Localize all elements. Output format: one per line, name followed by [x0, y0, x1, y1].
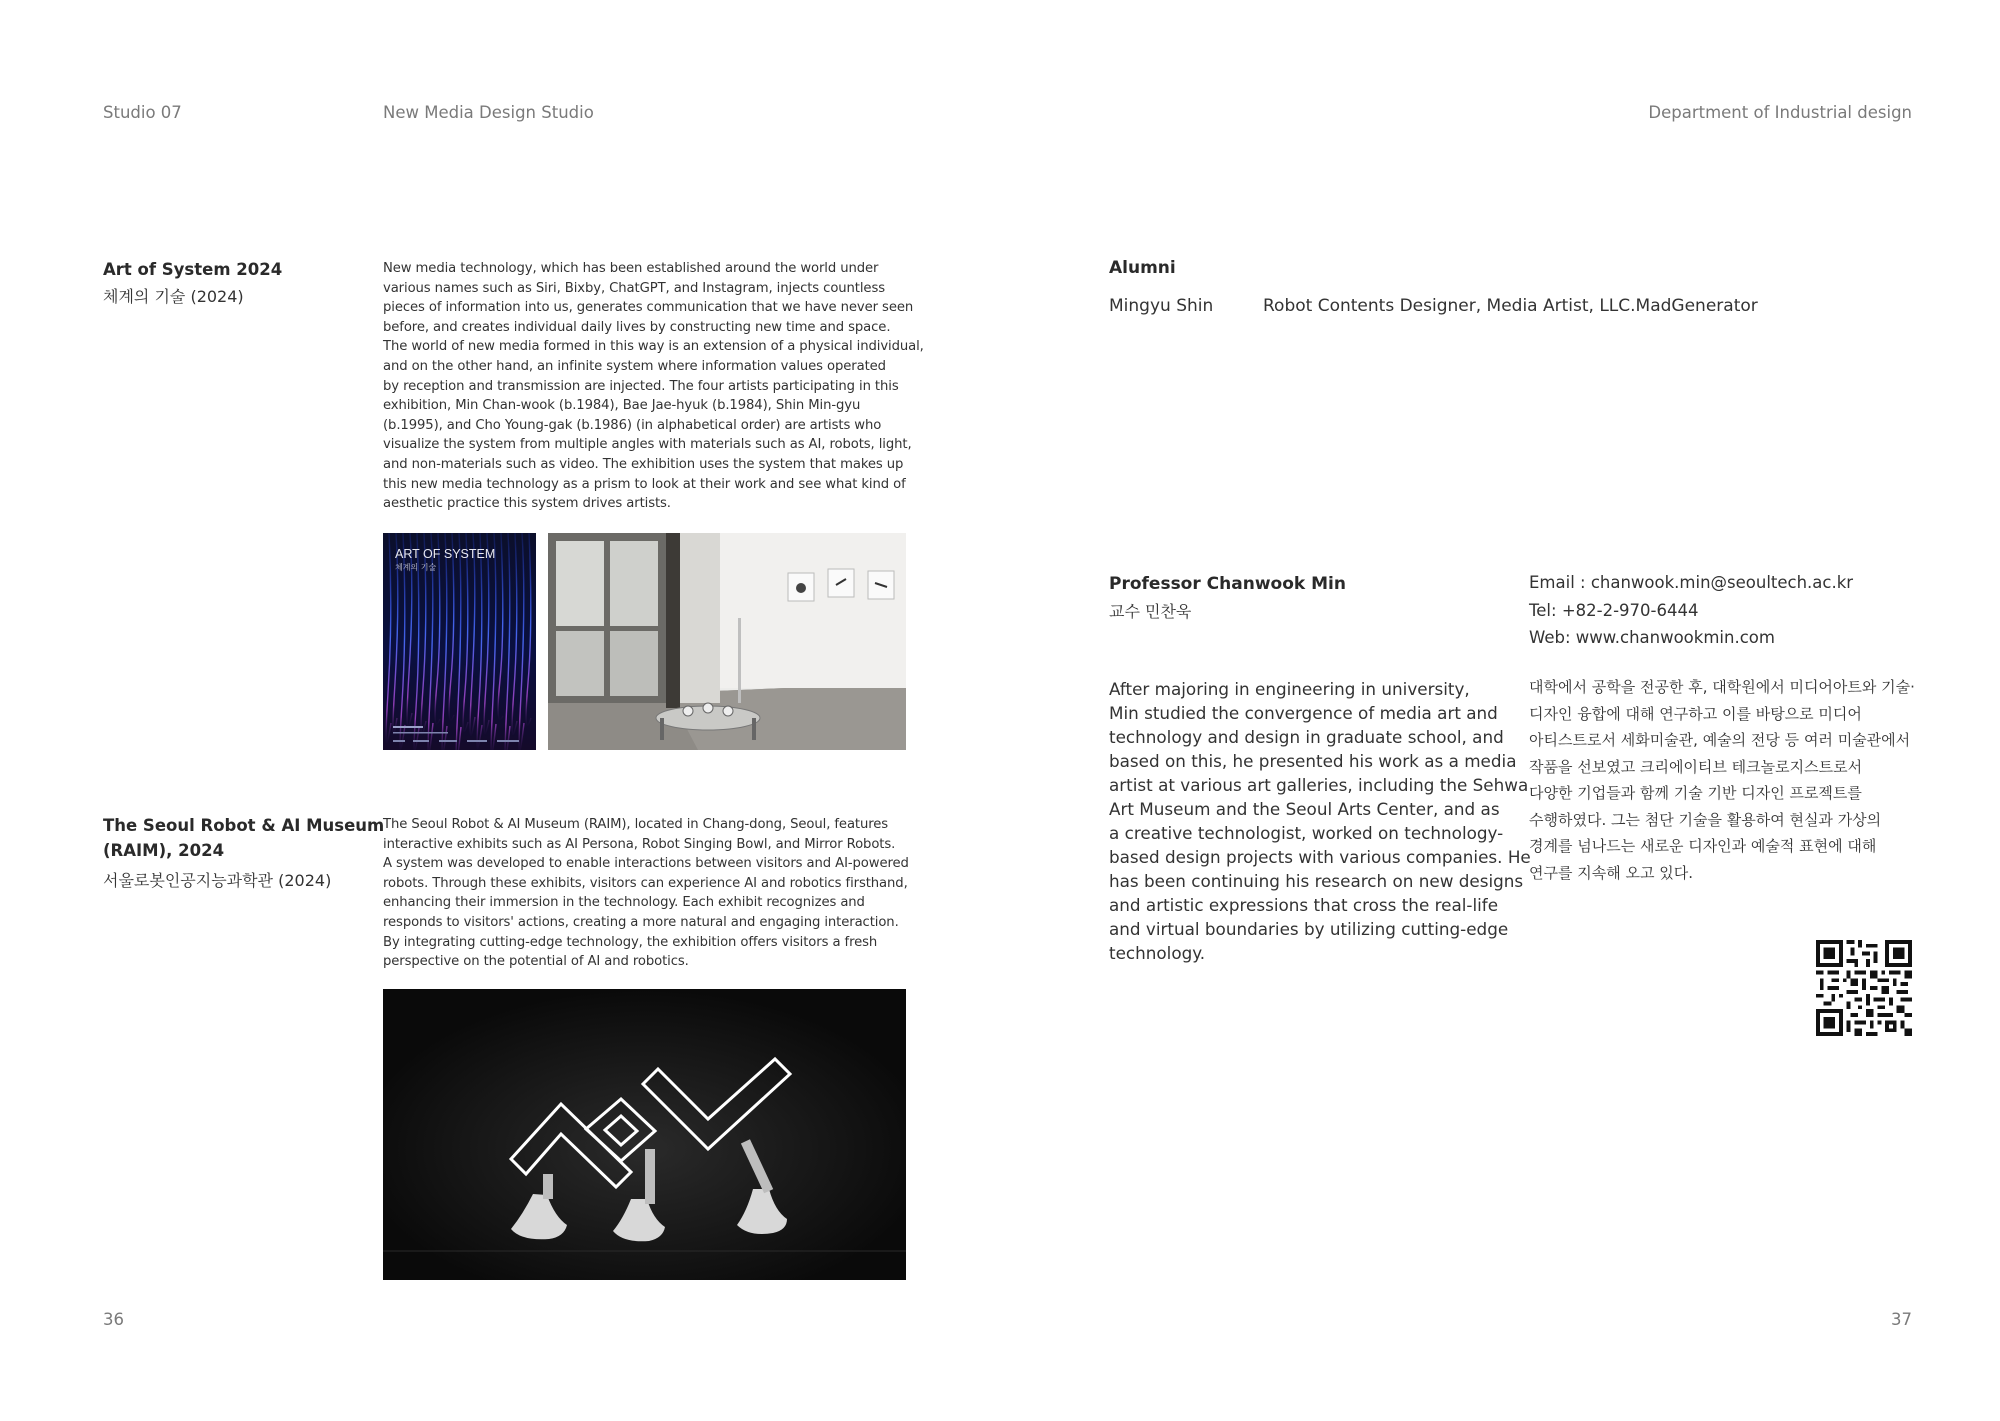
department-label: Department of Industrial design	[1648, 103, 1912, 122]
qr-code[interactable]	[1816, 940, 1912, 1036]
gallery-scene	[548, 533, 906, 750]
text-line: technology and design in graduate school, and	[1109, 727, 1504, 747]
professor-name-ko: 교수 민찬욱	[1109, 602, 1192, 621]
text-line: technology.	[1109, 943, 1206, 963]
phone-text: Tel: +82-2-970-6444	[1529, 600, 1699, 620]
text-line: 대학에서 공학을 전공한 후, 대학원에서 미디어아트와 기술·	[1529, 678, 1915, 696]
alumni-name: Mingyu Shin	[1109, 296, 1214, 316]
text-line: before, and creates individual daily lives by constructing new time and space.	[383, 319, 891, 335]
project2-title-line1: The Seoul Robot & AI Museum	[103, 816, 385, 835]
text-line: 디자인 융합에 대해 연구하고 이를 바탕으로 미디어	[1529, 704, 1862, 723]
text-line: By integrating cutting-edge technology, the exhibition offers visitors a fresh	[383, 934, 878, 950]
text-line: perspective on the potential of AI and robotics.	[383, 954, 689, 970]
studio-label: Studio 07	[103, 103, 182, 122]
text-line: 작품을 선보였고 크리에이티브 테크놀로지스트로서	[1529, 757, 1863, 776]
project1-heading	[103, 257, 282, 309]
text-line: robots. Through these exhibits, visitors can experience AI and robotics firsthand,	[383, 875, 908, 891]
text-line: Min studied the convergence of media art and	[1109, 703, 1498, 723]
text-line: by reception and transmission are injected. The four artists participating in this	[383, 378, 899, 394]
project2-title-line2: (RAIM), 2024	[103, 841, 225, 860]
alumni-heading: Alumni	[1109, 258, 1176, 278]
professor-heading	[1109, 572, 1346, 624]
text-line: 연구를 지속해 오고 있다.	[1529, 863, 1693, 882]
poster-title: ART OF SYSTEM	[395, 547, 496, 561]
text-line: artist at various art galleries, including the Sehwa	[1109, 775, 1529, 795]
poster-artwork	[383, 533, 536, 750]
email-text: Email : chanwook.min@seoultech.ac.kr	[1529, 573, 1854, 592]
alumni-role: Robot Contents Designer, Media Artist, LLC.MadGenerator	[1263, 296, 1758, 316]
professor-name: Professor Chanwook Min	[1109, 574, 1346, 594]
text-line: aesthetic practice this system drives artists.	[383, 496, 671, 512]
professor-contact	[1529, 569, 1853, 652]
poster-subtitle: 체계의 기술	[395, 563, 437, 572]
text-line: enhancing their immersion in the technology. Each exhibit recognizes and	[383, 895, 865, 911]
text-line: and artistic expressions that cross the real-life	[1109, 895, 1499, 915]
text-line: New media technology, which has been established around the world under	[383, 261, 879, 276]
qr-code-graphic	[1816, 940, 1912, 1036]
text-line: this new media technology as a prism to look at their work and see what kind of	[383, 476, 906, 492]
text-line: has been continuing his research on new designs	[1109, 871, 1524, 891]
text-line: pieces of information into us, generates communication that we have never seen	[383, 300, 914, 316]
text-line: visualize the system from multiple angles with materials such as AI, robots, light,	[383, 437, 912, 453]
text-line: 경계를 넘나드는 새로운 디자인과 예술적 표현에 대해	[1529, 837, 1877, 855]
text-line: The Seoul Robot & AI Museum (RAIM), located in Chang-dong, Seoul, features	[383, 817, 889, 832]
project1-title: Art of System 2024	[103, 260, 283, 279]
professor-bio-en	[1109, 677, 1531, 965]
project1-title-ko: 체계의 기술 (2024)	[103, 287, 244, 306]
text-line: and virtual boundaries by utilizing cutting-edge	[1109, 919, 1509, 939]
text-line: exhibition, Min Chan-wook (b.1984), Bae Jae-hyuk (b.1984), Shin Min-gyu	[383, 398, 861, 414]
gallery-installation-photo	[548, 533, 906, 750]
text-line: (b.1995), and Cho Young-gak (b.1986) (in alphabetical order) are artists who	[383, 417, 882, 433]
exhibition-poster-image	[383, 533, 536, 750]
text-line: and on the other hand, an infinite system where information values operated	[383, 358, 886, 374]
text-line: 다양한 기업들과 함께 기술 기반 디자인 프로젝트를	[1529, 784, 1862, 802]
text-line: a creative technologist, worked on technology-	[1109, 823, 1504, 843]
robot-installation-photo	[383, 989, 906, 1280]
project2-description	[383, 815, 909, 972]
text-line: responds to visitors' actions, creating a more natural and engaging interaction.	[383, 914, 899, 930]
text-line: 수행하였다. 그는 첨단 기술을 활용하여 현실과 가상의	[1529, 810, 1882, 829]
page-number-left: 36	[103, 1310, 124, 1329]
project1-description	[383, 259, 924, 514]
text-line: various names such as Siri, Bixby, ChatGPT, and Instagram, injects countless	[383, 280, 885, 296]
text-line: Art Museum and the Seoul Arts Center, and as	[1109, 799, 1500, 819]
text-line: interactive exhibits such as AI Persona, Robot Singing Bowl, and Mirror Robots.	[383, 836, 896, 852]
text-line: After majoring in engineering in university,	[1109, 679, 1470, 699]
project2-title-ko: 서울로봇인공지능과학관 (2024)	[103, 871, 332, 890]
website-text: Web: www.chanwookmin.com	[1529, 628, 1775, 647]
text-line: based on this, he presented his work as a media	[1109, 751, 1517, 771]
text-line: and non-materials such as video. The exhibition uses the system that makes up	[383, 456, 904, 472]
robot-scene	[383, 989, 906, 1280]
studio-name: New Media Design Studio	[383, 103, 594, 122]
text-line: A system was developed to enable interactions between visitors and AI-powered	[383, 856, 909, 872]
text-line: The world of new media formed in this way is an extension of a physical individual,	[383, 339, 924, 355]
project2-heading	[103, 813, 384, 893]
page-number-right: 37	[1891, 1310, 1912, 1329]
professor-bio-ko	[1529, 674, 1915, 886]
text-line: 아티스트로서 세화미술관, 예술의 전당 등 여러 미술관에서	[1529, 731, 1911, 749]
text-line: based design projects with various companies. He	[1109, 847, 1531, 867]
